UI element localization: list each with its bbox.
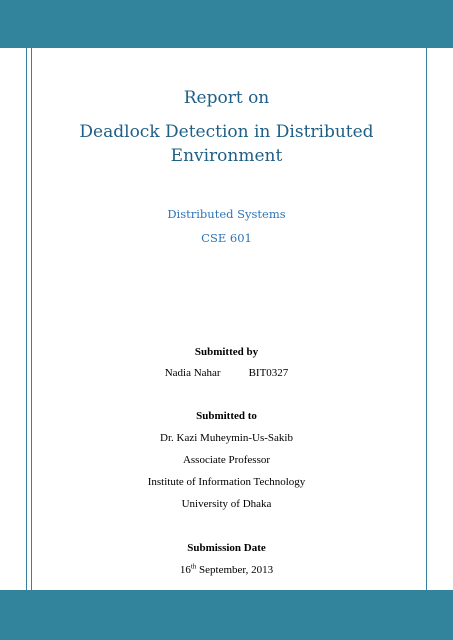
submission-date — [33, 563, 420, 577]
student-row — [33, 366, 420, 380]
course-code: CSE 601 — [201, 231, 252, 245]
submission-day: 16 — [179, 564, 191, 576]
student-name: Nadia Nahar — [164, 367, 221, 379]
submitted-by-heading: Submitted by — [194, 346, 259, 358]
bottom-color-band — [0, 590, 453, 640]
left-inner-rule — [31, 48, 32, 590]
submitted-to-heading: Submitted to — [196, 410, 257, 422]
report-title-line2: Deadlock Detection in Distributed — [79, 122, 374, 142]
right-outer-rule — [426, 48, 427, 590]
student-id: BIT0327 — [248, 367, 289, 379]
submission-date-heading: Submission Date — [187, 542, 266, 554]
top-color-band — [0, 0, 453, 48]
report-title-line1: Report on — [183, 88, 270, 108]
supervisor-institute: Institute of Information Technology — [147, 476, 306, 488]
course-name: Distributed Systems — [167, 207, 286, 221]
supervisor-name: Dr. Kazi Muheymin-Us-Sakib — [160, 432, 293, 444]
submission-month-year: September, 2013 — [196, 564, 274, 576]
left-outer-rule — [26, 48, 27, 590]
report-title-line3: Environment — [170, 146, 283, 166]
submission-day-suffix: th — [190, 562, 197, 571]
supervisor-position: Associate Professor — [182, 454, 271, 466]
supervisor-university: University of Dhaka — [181, 498, 272, 510]
